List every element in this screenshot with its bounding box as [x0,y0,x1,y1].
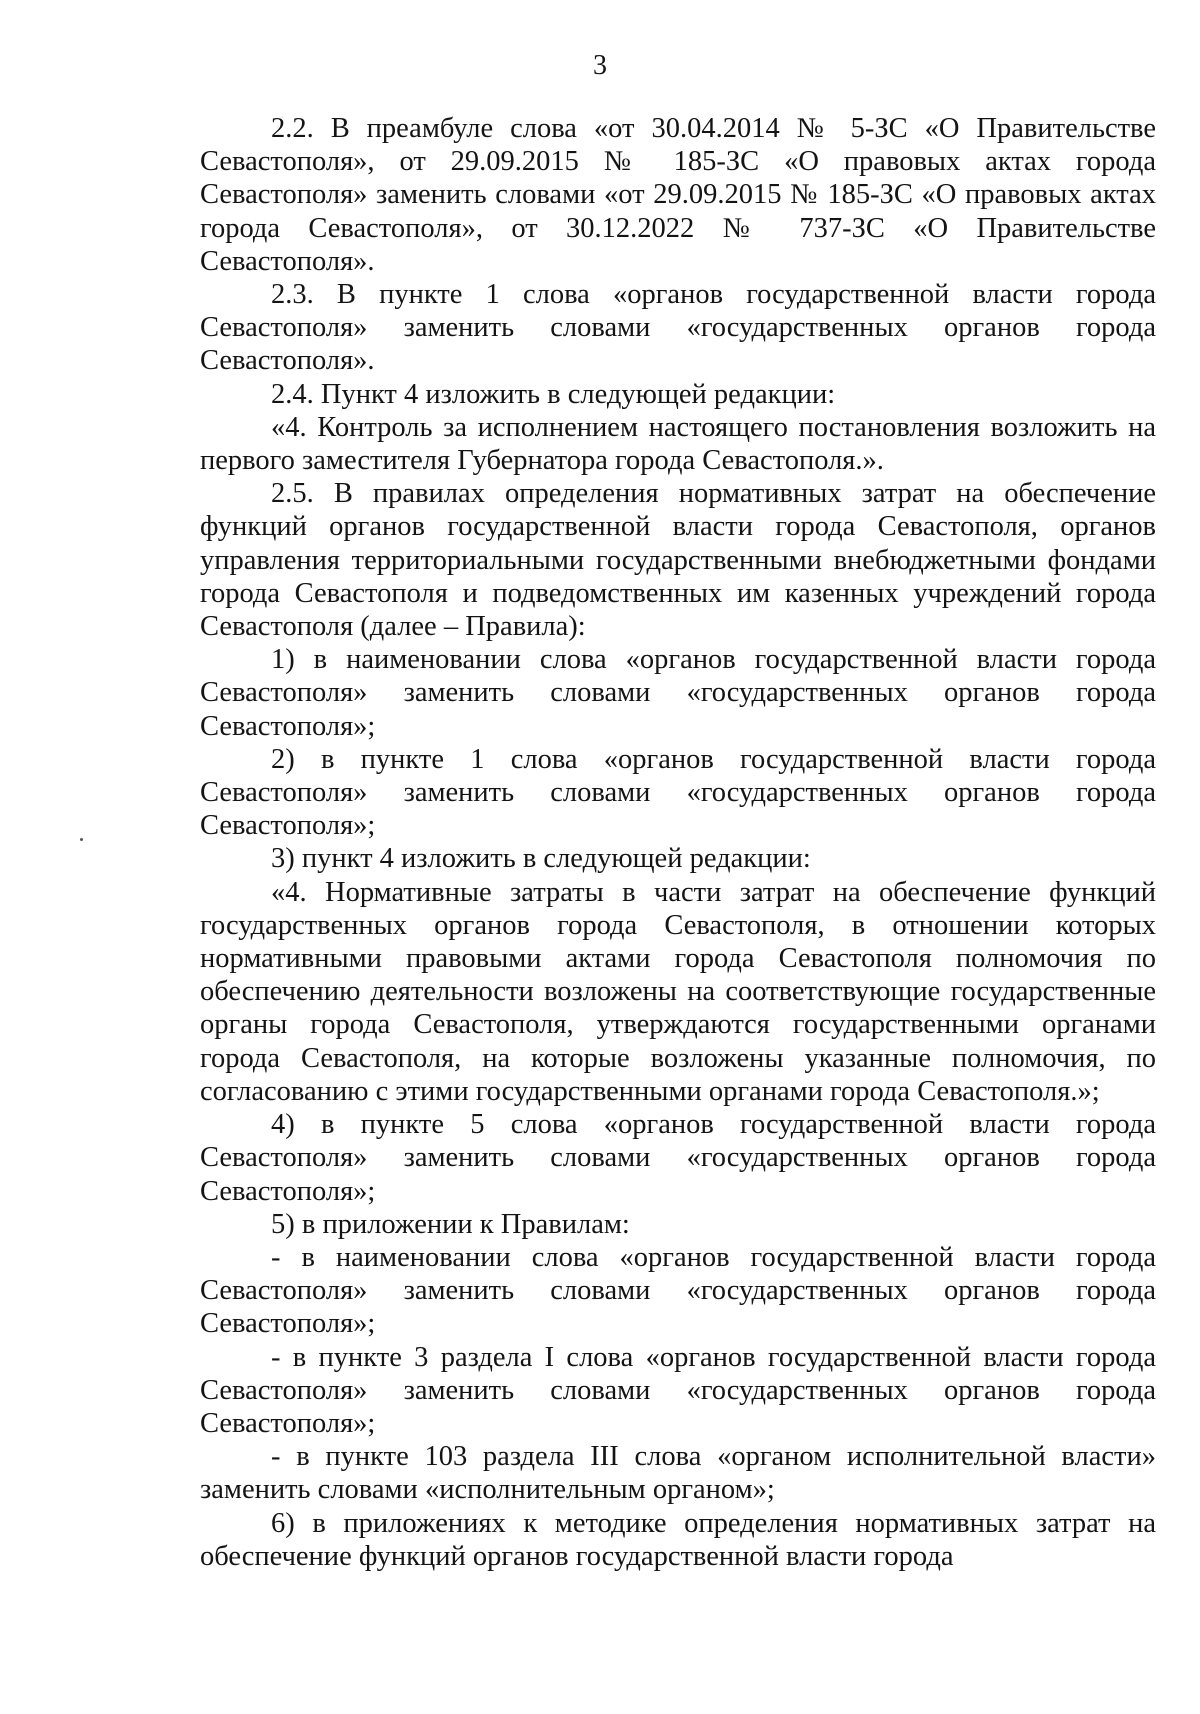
subitem-4: 4) в пункте 5 слова «органов государственной власти города Севастополя» заменить словами «государственных органов города Севастополя»; [200,1109,1156,1207]
page-number: 3 [593,50,607,81]
subitem-3: 3) пункт 4 изложить в следующей редакции: [271,843,811,875]
subitem-5-dash-3: - в пункте 103 раздела III слова «органом исполнительной власти» заменить словами «исполнительным органом»; [200,1441,1156,1506]
scan-speck [80,838,83,841]
paragraph-2-4-quote: «4. Контроль за исполнением настоящего постановления возложить на первого заместителя Губернатора города Севастополя.». [200,411,1156,477]
subitem-2: 2) в пункте 1 слова «органов государственной власти города Севастополя» заменить словами «государственных органов города Севастополя»; [200,743,1156,842]
paragraph-2-4: 2.4. Пункт 4 изложить в следующей редакции: [271,378,836,410]
subitem-5: 5) в приложении к Правилам: [271,1208,630,1240]
subitem-5-dash-1: - в наименовании слова «органов государственной власти города Севастополя» заменить словами «государственных органов города Севастополя»; [200,1241,1156,1340]
paragraph-2-3: 2.3. В пункте 1 слова «органов государственной власти города Севастополя» заменить словами «государственных органов города Севастополя». [200,279,1156,377]
document-body [200,112,1156,1573]
subitem-1: 1) в наименовании слова «органов государственной власти города Севастополя» заменить словами «государственных органов города Севастополя»; [200,644,1156,742]
paragraph-2-5: 2.5. В правилах определения нормативных затрат на обеспечение функций органов государственной власти города Севастополя, органов управления территориальными государственными внебюджетными фондами города Севастополя и подведомственных им казенных учреждений города Севастополя (далее – Правила): [200,478,1156,643]
subitem-5-dash-2: - в пункте 3 раздела I слова «органов государственной власти города Севастополя» заменить словами «государственных органов города Севастополя»; [200,1341,1156,1439]
subitem-3-quote: «4. Нормативные затраты в части затрат на обеспечение функций государственных органов города Севастополя, в отношении которых нормативными правовыми актами города Севастополя полномочия по обеспечению деятельности возложены на соответствующие государственные органы города Севастополя, утверждаются государственными органами города Севастополя, на которые возложены указанные полномочия, по согласованию с этими государственными органами города Севастополя.»; [200,876,1156,1107]
subitem-6: 6) в приложениях к методике определения нормативных затрат на обеспечение функций органов государственной власти города [200,1507,1156,1572]
paragraph-2-2: 2.2. В преамбуле слова «от 30.04.2014 № 5-ЗС «О Правительстве Севастополя», от 29.09.2015 № 185-ЗС «О правовых актах города Севастополя» заменить словами «от 29.09.2015 № 185-ЗС «О правовых актах города Севастополя», от 30.12.2022 № 737-ЗС «О Правительстве Севастополя». [200,113,1156,277]
